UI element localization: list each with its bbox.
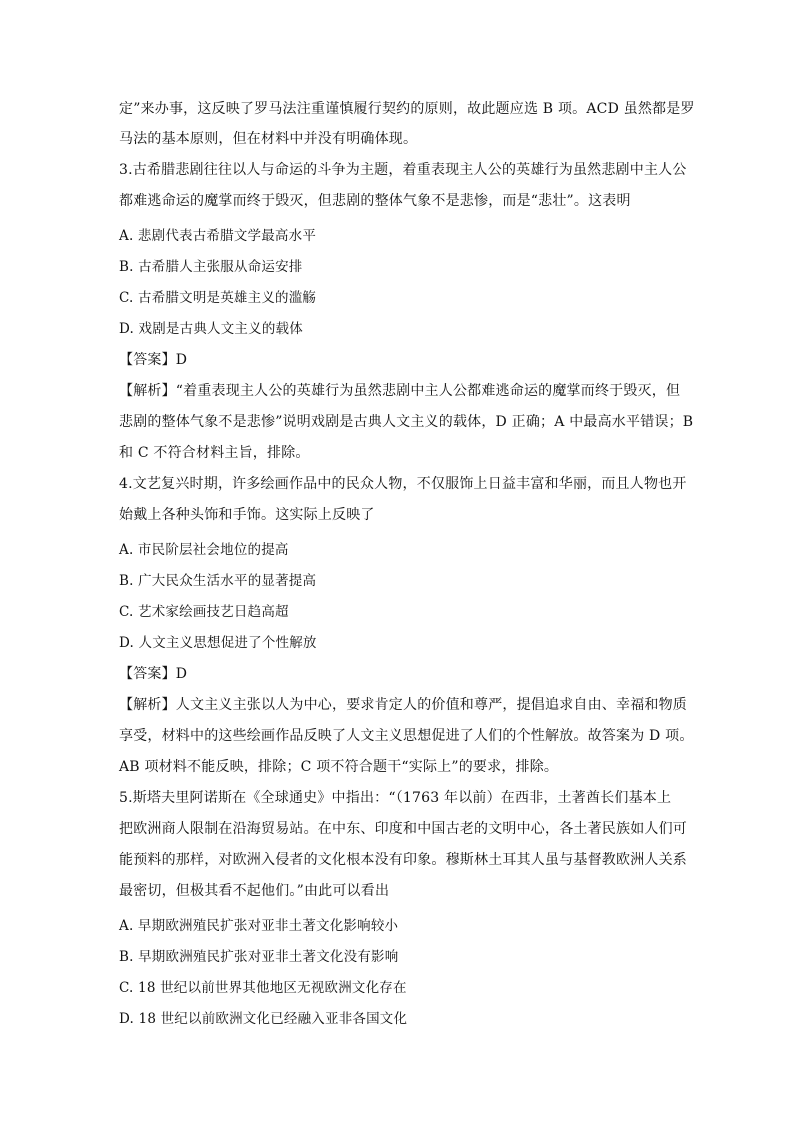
option-b: B. 古希腊人主张服从命运安排	[119, 259, 303, 275]
analysis-text: AB 项材料不能反映，排除；C 项不符合题干“实际上”的要求，排除。	[119, 759, 559, 775]
analysis-text: 享受，材料中的这些绘画作品反映了人文主义思想促进了人们的个性解放。故答案为 D 项。	[119, 728, 694, 744]
question-3-stem: 都难逃命运的魔掌而终于毁灭，但悲剧的整体气象不是悲惨，而是“悲壮”。这表明	[119, 193, 631, 209]
question-3-stem: 3.古希腊悲剧往往以人与命运的斗争为主题，着重表现主人公的英雄行为虽然悲剧中主人公	[119, 162, 687, 178]
analysis-text: 和 C 不符合材料主旨，排除。	[119, 445, 310, 461]
option-b: B. 广大民众生活水平的显著提高	[119, 573, 317, 589]
question-5-stem: 最密切，但极其看不起他们。”由此可以看出	[119, 883, 390, 899]
option-c: C. 18 世纪以前世界其他地区无视欧洲文化存在	[119, 980, 407, 996]
answer-label: 【答案】D	[119, 352, 188, 368]
option-b: B. 早期欧洲殖民扩张对亚非土著文化没有影响	[119, 949, 399, 965]
question-5-stem: 5.斯塔夫里阿诺斯在《全球通史》中指出：“（1763 年以前）在西非，土著酋长们基本上	[119, 790, 672, 806]
option-a: A. 早期欧洲殖民扩张对亚非土著文化影响较小	[119, 918, 399, 934]
option-d: D. 人文主义思想促进了个性解放	[119, 635, 317, 651]
question-5-stem: 把欧洲商人限制在沿海贸易站。在中东、印度和中国古老的文明中心，各土著民族如人们可	[119, 821, 687, 837]
question-4-stem: 始戴上各种头饰和手饰。这实际上反映了	[119, 507, 375, 523]
option-d: D. 戏剧是古典人文主义的载体	[119, 321, 303, 337]
option-c: C. 古希腊文明是英雄主义的滥觞	[119, 290, 317, 306]
text-line: 马法的基本原则，但在材料中并没有明确体现。	[119, 131, 418, 147]
analysis-text: 悲剧的整体气象不是悲惨”说明戏剧是古典人文主义的载体，D 正确；A 中最高水平错误；B	[119, 414, 694, 430]
text-line: 定”来办事，这反映了罗马法注重谨慎履行契约的原则，故此题应选 B 项。ACD 虽然都是罗	[119, 101, 695, 117]
question-5-stem: 能预料的那样，对欧洲入侵者的文化根本没有印象。穆斯林土耳其人虽与基督教欧洲人关系	[119, 852, 687, 868]
option-c: C. 艺术家绘画技艺日趋高超	[119, 604, 289, 620]
answer-label: 【答案】D	[119, 666, 188, 682]
option-a: A. 悲剧代表古希腊文学最高水平	[119, 228, 317, 244]
option-a: A. 市民阶层社会地位的提高	[119, 542, 289, 558]
analysis-text: 【解析】人文主义主张以人为中心，要求肯定人的价值和尊严，提倡追求自由、幸福和物质	[119, 697, 687, 713]
question-4-stem: 4.文艺复兴时期，许多绘画作品中的民众人物，不仅服饰上日益丰富和华丽，而且人物也开	[119, 476, 687, 492]
analysis-text: 【解析】“着重表现主人公的英雄行为虽然悲剧中主人公都难逃命运的魔掌而终于毁灭，但	[119, 383, 681, 399]
option-d: D. 18 世纪以前欧洲文化已经融入亚非各国文化	[119, 1011, 408, 1027]
